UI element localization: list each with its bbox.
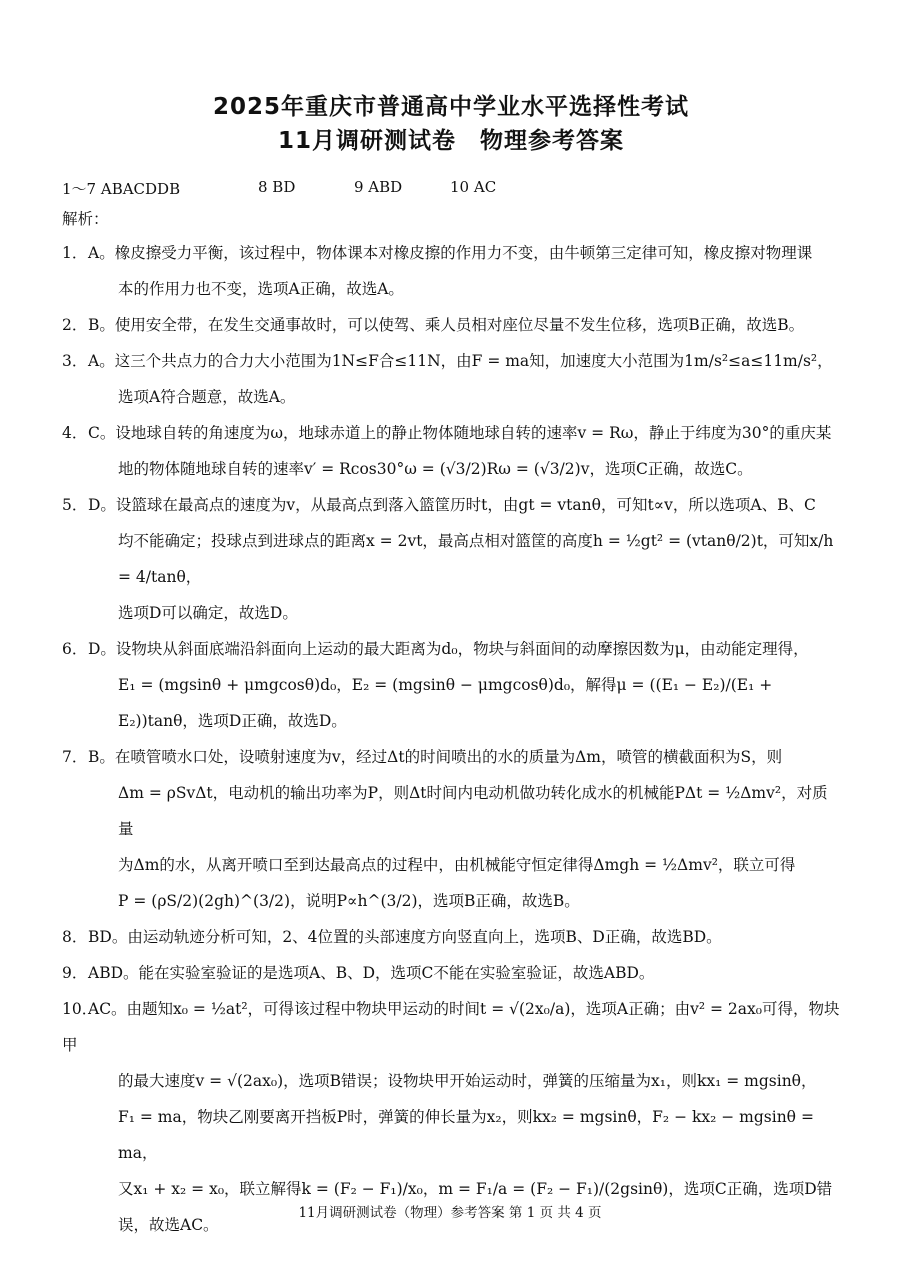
item-text: AC。由题知x₀ = ½at²，可得该过程中物块甲运动的时间t = √(2x₀/a)，选项A正确；由v² = 2ax₀可得，物块甲 <box>62 1000 840 1054</box>
item-number: 9． <box>62 964 88 982</box>
item-text: 又x₁ + x₂ = x₀，联立解得k = (F₂ − F₁)/x₀，m = F₁/a = (F₂ − F₁)/(2gsinθ)，选项C正确，选项D错误，故选AC。 <box>118 1180 833 1234</box>
page-title: 2025年重庆市普通高中学业水平选择性考试 <box>212 94 689 120</box>
answer-key-1-7: 1～7 ABACDDB <box>62 180 181 198</box>
analysis-item-6 <box>62 631 840 739</box>
answer-key-9: 9 ABD <box>354 178 403 196</box>
item-text: BD。由运动轨迹分析可知，2、4位置的头部速度方向竖直向上，选项B、D正确，故选BD。 <box>88 928 722 946</box>
item-number: 3． <box>62 352 88 370</box>
item-text: 为Δm的水，从离开喷口至到达最高点的过程中，由机械能守恒定律得Δmgh = ½Δmv²，联立可得 <box>118 856 796 874</box>
item-text: A。这三个共点力的合力大小范围为1N≤F合≤11N，由F = ma知，加速度大小范围为1m/s²≤a≤11m/s²， <box>88 352 833 370</box>
page-footer: 11月调研测试卷（物理）参考答案 第 1 页 共 4 页 <box>298 1205 602 1221</box>
item-text: P = (ρS/2)(2gh)^(3/2)，说明P∝h^(3/2)，选项B正确，故选B。 <box>118 892 580 910</box>
analysis-item-1 <box>62 235 840 307</box>
analysis-list <box>62 235 840 1243</box>
item-text: C。设地球自转的角速度为ω，地球赤道上的静止物体随地球自转的速率v = Rω，静止于纬度为30°的重庆某 <box>88 424 832 442</box>
item-number: 4． <box>62 424 88 442</box>
page-subtitle: 11月调研测试卷 物理参考答案 <box>277 128 624 154</box>
item-text: B。在喷管喷水口处，设喷射速度为v，经过Δt的时间喷出的水的质量为Δm，喷管的横截面积为S，则 <box>88 748 783 766</box>
item-number: 6． <box>62 640 88 658</box>
item-text: 地的物体随地球自转的速率v′ = Rcos30°ω = (√3/2)Rω = (√3/2)v，选项C正确，故选C。 <box>118 460 753 478</box>
analysis-item-2 <box>62 307 840 343</box>
item-text: 选项D可以确定，故选D。 <box>118 604 298 622</box>
analysis-label: 解析： <box>62 210 109 228</box>
item-text: D。设物块从斜面底端沿斜面向上运动的最大距离为d₀，物块与斜面间的动摩擦因数为μ，由动能定理得， <box>88 640 809 658</box>
item-number: 5． <box>62 496 88 514</box>
item-text: 的最大速度v = √(2ax₀)，选项B错误；设物块甲开始运动时，弹簧的压缩量为x₁，则kx₁ = mgsinθ， <box>118 1072 817 1090</box>
item-number: 8． <box>62 928 88 946</box>
analysis-item-7 <box>62 739 840 919</box>
answer-key-row <box>62 178 840 199</box>
item-text: E₁ = (mgsinθ + μmgcosθ)d₀，E₂ = (mgsinθ − μmgcosθ)d₀，解得μ = ((E₁ − E₂)/(E₁ + E₂))tanθ，选项D正确，故选D。 <box>118 676 773 730</box>
analysis-item-5 <box>62 487 840 631</box>
item-text: D。设篮球在最高点的速度为v，从最高点到落入篮筐历时t，由gt = vtanθ，可知t∝v，所以选项A、B、C <box>88 496 816 514</box>
item-number: 1． <box>62 244 88 262</box>
item-number: 2． <box>62 316 88 334</box>
item-text: B。使用安全带，在发生交通事故时，可以使驾、乘人员相对座位尽量不发生位移，选项B正确，故选B。 <box>88 316 805 334</box>
item-text: F₁ = ma，物块乙刚要离开挡板P时，弹簧的伸长量为x₂，则kx₂ = mgsinθ，F₂ − kx₂ − mgsinθ = ma， <box>118 1108 814 1162</box>
item-text: 选项A符合题意，故选A。 <box>118 388 296 406</box>
analysis-item-4 <box>62 415 840 487</box>
item-text: Δm = ρSvΔt，电动机的输出功率为P，则Δt时间内电动机做功转化成水的机械能PΔt = ½Δmv²，对质量 <box>118 784 828 838</box>
item-number: 7． <box>62 748 88 766</box>
item-text: 本的作用力也不变，选项A正确，故选A。 <box>118 280 404 298</box>
item-text: A。橡皮擦受力平衡，该过程中，物体课本对橡皮擦的作用力不变，由牛顿第三定律可知，橡皮擦对物理课 <box>88 244 813 262</box>
item-text: 均不能确定；投球点到进球点的距离x = 2vt，最高点相对篮筐的高度h = ½gt² = (vtanθ/2)t，可知x/h = 4/tanθ， <box>118 532 834 586</box>
answer-key-8: 8 BD <box>258 178 296 196</box>
analysis-item-3 <box>62 343 840 415</box>
analysis-item-9 <box>62 955 840 991</box>
item-text: ABD。能在实验室验证的是选项A、B、D，选项C不能在实验室验证，故选ABD。 <box>88 964 655 982</box>
answer-key-10: 10 AC <box>450 178 497 196</box>
item-number: 10． <box>62 1000 98 1018</box>
analysis-item-8 <box>62 919 840 955</box>
